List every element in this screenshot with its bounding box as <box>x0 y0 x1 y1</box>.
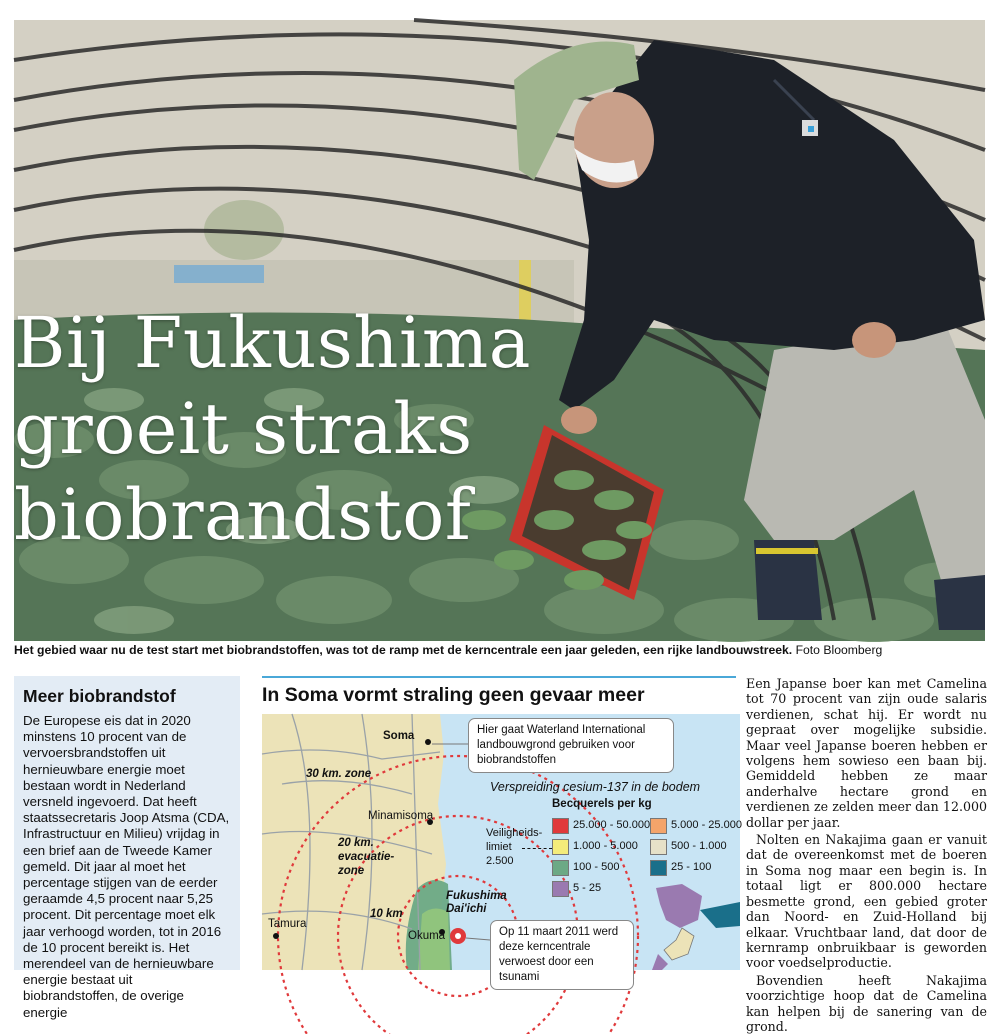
article-paragraph: Nolten en Nakajima gaan er vanuit dat de overeenkomst met de boeren in Soma nog maar een begin is. In totaal ligt er 800.000 hectare besmette grond, een gebied groter dan Noord- en Zuid-Holland bij elkaar. Vruchtbaar land, dat door de kernramp onbruikbaar is geworden voor voedselproductie. <box>746 832 987 971</box>
legend-label: 5 - 25 <box>573 882 602 894</box>
headline-line-1: Bij Fukushima <box>14 302 531 384</box>
callout-waterland: Hier gaat Waterland International landbouwgrond gebruiken voor biobrandstoffen <box>468 718 674 773</box>
legend-label: 25.000 - 50.000 <box>573 819 651 831</box>
headline-line-3: biobrandstof <box>14 474 472 556</box>
legend-label: 25 - 100 <box>671 861 712 873</box>
legend-swatch <box>552 839 569 855</box>
label-soma: Soma <box>383 730 415 742</box>
label-zone-20-line-3: zone <box>338 865 365 877</box>
label-zone-20 <box>338 836 408 878</box>
legend-swatch <box>552 860 569 876</box>
label-okuma: Okuma <box>408 930 446 942</box>
safety-limit-line-1: Veiligheids- <box>486 827 543 839</box>
legend-label: 100 - 500 <box>573 861 620 873</box>
headline <box>14 300 531 558</box>
article-paragraph: Bovendien heeft Nakajima voorzichtige hoop dat de Camelina kan helpen bij de sanering van de grond. <box>746 972 987 1034</box>
safety-limit-value: 2.500 <box>486 855 514 867</box>
legend-swatch <box>552 818 569 834</box>
label-zone-10: 10 km <box>370 908 403 920</box>
legend-label: 5.000 - 25.000 <box>671 819 742 831</box>
article-paragraph: Een Japanse boer kan met Camelina tot 70 procent van zijn oude salaris verdienen, schat hij. Er wordt nu gepraat over mogelijke subsidie. Maar veel Japanse boeren hebben er volgens hem sowieso een baan bij. Gemiddeld hebben ze maar anderhalve hectare grond en verdienen ze zelden meer dan 12.000 dollar per jaar. <box>746 676 987 830</box>
label-zone-20-line-1: 20 km. <box>338 837 374 849</box>
legend-swatch <box>650 860 667 876</box>
label-plant: Fukushima Dai'ichi <box>446 890 507 915</box>
label-minamisoma: Minamisoma <box>368 810 434 822</box>
sidebar-title: Meer biobrandstof <box>23 686 176 706</box>
safety-limit-line-2: limiet <box>486 841 512 853</box>
legend-unit: Becquerels per kg <box>552 798 652 810</box>
safety-limit-label <box>486 826 542 868</box>
photo-caption <box>14 643 994 657</box>
sidebar-text: De Europese eis dat in 2020 minstens 10 procent van de vervoersbrandstoffen uit hernieuwbare energie moet bestaan wordt in Nederland versneld ingevoerd. Dat heeft staatssecretaris Joop Atsma (CDA, Infrastructuur en Milieu) vrijdag in een brief aan de Tweede Kamer gemeld. Dit jaar al moet het percentage stijgen van de eerder geraamde 4,5 procent naar 5,25 procent. Dit percentage moet elk jaar verhoogd worden, tot in 2016 de 10 procent bereikt is. Het merendeel van de hernieuwbare energie bestaat uit biobrandstoffen, de overige energie <box>23 713 230 1020</box>
headline-line-2: groeit straks <box>14 388 473 470</box>
label-tamura: Tamura <box>268 918 307 930</box>
legend-swatch <box>650 818 667 834</box>
legend-label: 1.000 - 5.000 <box>573 840 638 852</box>
cesium-map <box>262 714 742 983</box>
photo-credit: Foto Bloomberg <box>795 643 883 657</box>
legend-swatch <box>650 839 667 855</box>
label-zone-30: 30 km. zone <box>306 768 372 780</box>
article-column <box>746 676 987 1034</box>
caption-text: Het gebied waar nu de test start met biobrandstoffen, was tot de ramp met de kerncentrale een jaar geleden, een rijke landbouwstreek. <box>14 643 793 657</box>
legend-swatch <box>552 881 569 897</box>
label-zone-20-line-2: evacuatie- <box>338 851 395 863</box>
sidebar-box <box>14 676 240 1020</box>
infographic-title: In Soma vormt straling geen gevaar meer <box>262 676 736 707</box>
callout-tsunami: Op 11 maart 2011 werd deze kerncentrale verwoest door een tsunami <box>490 920 634 990</box>
safety-limit-line <box>522 848 552 849</box>
legend-label: 500 - 1.000 <box>671 840 727 852</box>
legend-subtitle: Verspreiding cesium-137 in de bodem <box>490 780 701 794</box>
